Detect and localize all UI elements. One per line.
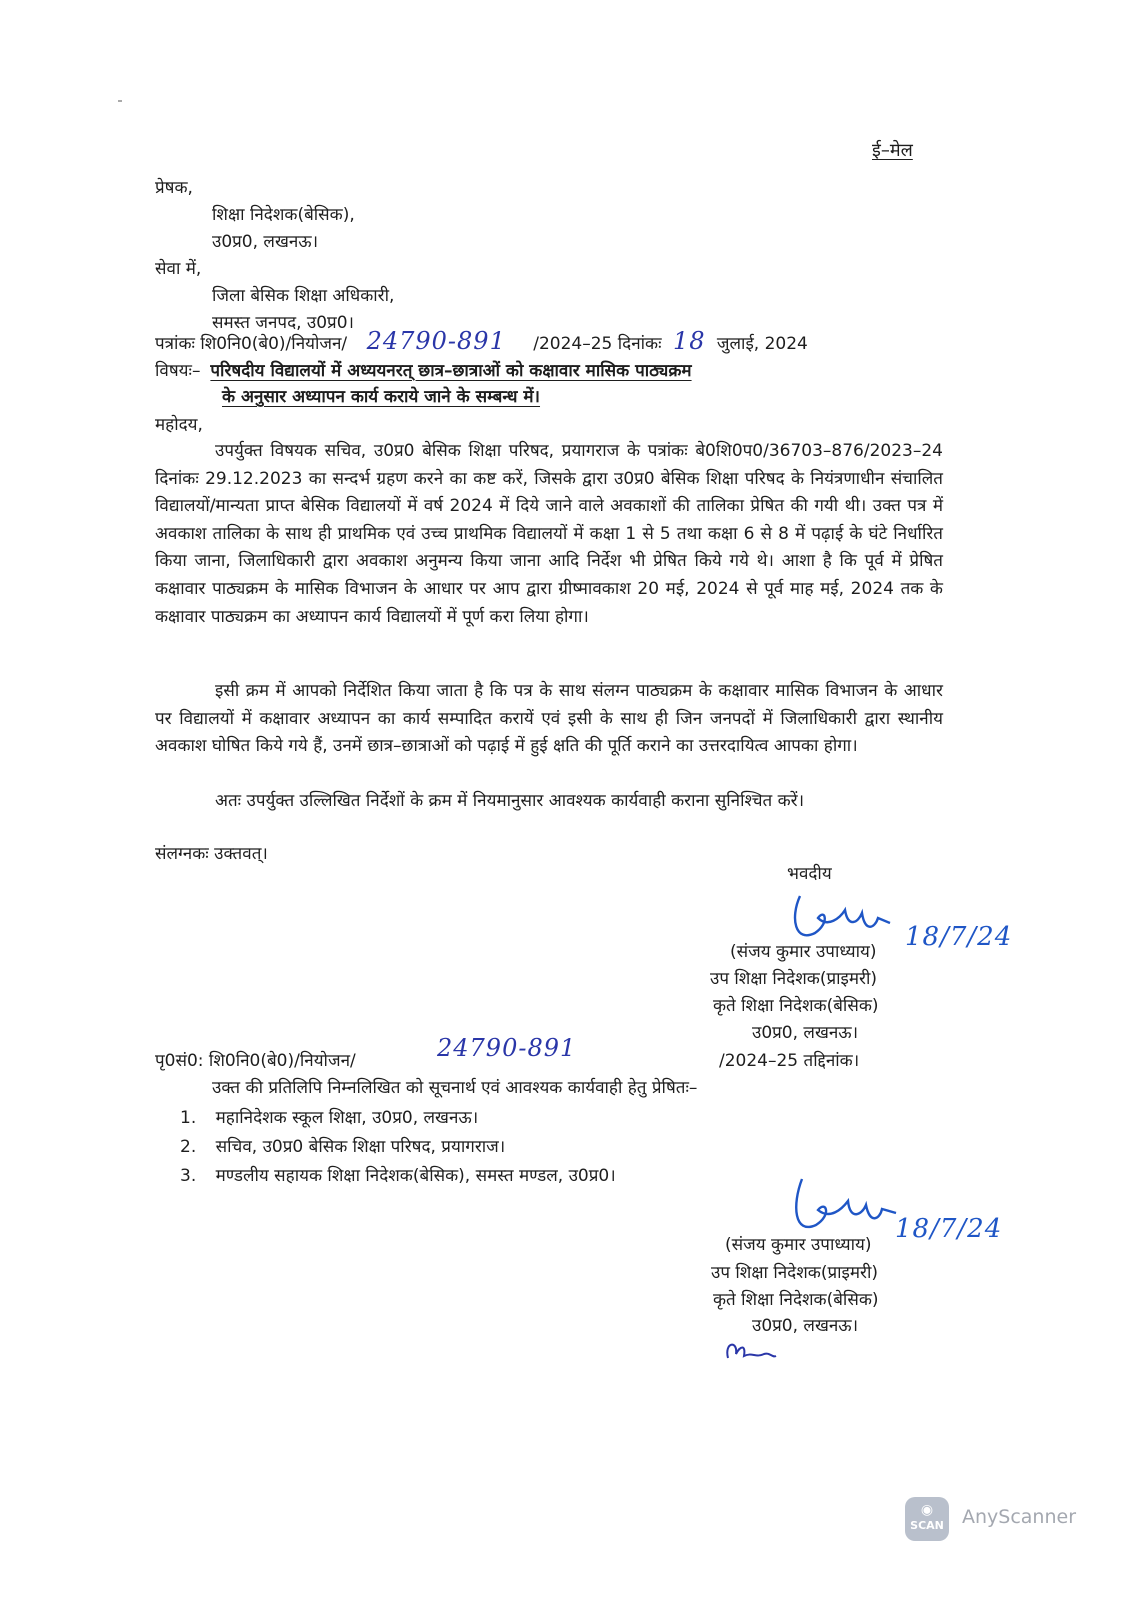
scanner-badge-text: SCAN: [910, 1519, 944, 1532]
signature-2-place: उ0प्र0, लखनऊ।: [752, 1316, 859, 1336]
body-paragraph-1: उपर्युक्त विषयक सचिव, उ0प्र0 बेसिक शिक्षा परिषद, प्रयागराज के पत्रांकः बे0शि0प0/36703–876/2023–24 दिनांकः 29.12.2023 का सन्दर्भ ग्रहण करने का कष्ट करें, जिसके द्वारा उ0प्र0 बेसिक शिक्षा परिषद के नियंत्रणाधीन संचालित विद्यालयों/मान्यता प्राप्त बेसिक विद्यालयों में वर्ष 2024 में दिये जाने वाले अवकाशों की तालिका प्रेषित की गयी थी। उक्त पत्र में अवकाश तालिका के साथ ही प्राथमिक एवं उच्च प्राथमिक विद्यालयों में कक्षा 1 से 5 तथा कक्षा 6 से 8 में पढ़ाई के घंटे निर्धारित किया जाना, जिलाधिकारी द्वारा अवकाश अनुमन्य किया जाना आदि निर्देश भी प्रेषित किये गये थे। आशा है कि पूर्व में प्रेषित कक्षावार पाठ्यक्रम के मासिक विभाजन के आधार पर आप द्वारा ग्रीष्मावकाश 20 मई, 2024 से पूर्व माह मई, 2024 तक के कक्षावार पाठ्यक्रम का अध्यापन कार्य विद्यालयों में पूर्ण करा लिया होगा।: [155, 441, 943, 627]
sender-line-2: उ0प्र0, लखनऊ।: [212, 232, 319, 252]
copy-reference-handwritten-number: 24790-891: [437, 1034, 577, 1062]
signature-1-place: उ0प्र0, लखनऊ।: [752, 1023, 859, 1043]
enclosure: संलग्नकः उक्तवत्।: [155, 844, 268, 864]
recipient-line-1: जिला बेसिक शिक्षा अधिकारी,: [212, 286, 395, 306]
sender-label: प्रेषक,: [155, 178, 193, 198]
recipient-line-2: समस्त जनपद, उ0प्र0।: [212, 313, 354, 333]
email-label: ई–मेल: [872, 140, 913, 161]
copy-reference-prefix: पृ0सं0: शि0नि0(बे0)/नियोजन/: [155, 1051, 356, 1071]
signature-2-for: कृते शिक्षा निदेशक(बेसिक): [713, 1290, 879, 1310]
copy-list-item: [180, 1135, 505, 1159]
scan-speck: [118, 100, 122, 102]
body-paragraph-3: अतः उपर्युक्त उल्लिखित निर्देशों के क्रम में नियमानुसार आवश्यक कार्यवाही कराना सुनिश्चित करें।: [215, 791, 805, 811]
scan-icon: ◉: [920, 1502, 934, 1518]
scanner-app-name: AnyScanner: [962, 1506, 1077, 1528]
copy-list-num: 2.: [180, 1137, 197, 1157]
signature-1-designation: उप शिक्षा निदेशक(प्राइमरी): [710, 969, 878, 989]
reference-handwritten-day: 18: [672, 327, 706, 355]
subject-line-2: [222, 384, 692, 410]
copy-intro: उक्त की प्रतिलिपि निम्नलिखित को सूचनार्थ एवं आवश्यक कार्यवाही हेतु प्रेषितः–: [212, 1078, 698, 1098]
signature-2-name: (संजय कुमार उपाध्याय): [725, 1235, 872, 1255]
subject-line-1: [155, 358, 692, 384]
body-paragraph-2: इसी क्रम में आपको निर्देशित किया जाता है कि पत्र के साथ संलग्न पाठ्यक्रम के कक्षावार मासिक विभाजन के आधार पर विद्यालयों में कक्षावार अध्यापन का कार्य सम्पादित करायें एवं इसी के साथ ही जिन जनपदों में जिलाधिकारी द्वारा स्थानीय अवकाश घोषित किये गये हैं, उनमें छात्र–छात्राओं को पढ़ाई में हुई क्षति की पूर्ति कराने का उत्तरदायित्व आपका होगा।: [155, 681, 943, 757]
signature-1-name: (संजय कुमार उपाध्याय): [730, 942, 877, 962]
initials-scribble: [722, 1332, 782, 1366]
reference-handwritten-number: 24790-891: [366, 327, 506, 355]
salutation: महोदय,: [155, 415, 203, 435]
copy-list-item: [180, 1164, 616, 1188]
copy-list-text: महानिदेशक स्कूल शिक्षा, उ0प्र0, लखनऊ।: [215, 1108, 479, 1128]
signature-2-date: 18/7/24: [895, 1214, 1003, 1244]
closing: भवदीय: [787, 864, 832, 884]
subject-lead: विषयः–: [155, 361, 201, 381]
copy-reference-suffix: /2024–25 तद्दिनांक।: [719, 1051, 860, 1071]
signature-1-for: कृते शिक्षा निदेशक(बेसिक): [713, 996, 879, 1016]
copy-list-num: 3.: [180, 1166, 197, 1186]
subject-text-2: के अनुसार अध्यापन कार्य कराये जाने के सम्बन्ध में।: [222, 387, 541, 407]
subject-block: [155, 358, 692, 410]
copy-list-text: सचिव, उ0प्र0 बेसिक शिक्षा परिषद, प्रयागराज।: [215, 1137, 506, 1157]
subject-text-1: परिषदीय विद्यालयों में अध्ययनरत् छात्र–छात्राओं को कक्षावार मासिक पाठ्यक्रम: [210, 361, 692, 381]
scanner-logo: [905, 1497, 949, 1541]
reference-suffix: /2024–25 दिनांकः: [533, 334, 662, 354]
recipient-label: सेवा में,: [155, 259, 202, 279]
copy-list-item: [180, 1106, 478, 1130]
copy-list-text: मण्डलीय सहायक शिक्षा निदेशक(बेसिक), समस्त मण्डल, उ0प्र0।: [215, 1166, 616, 1186]
reference-line: [155, 329, 808, 356]
copy-list-num: 1.: [180, 1108, 197, 1128]
signature-2-designation: उप शिक्षा निदेशक(प्राइमरी): [711, 1263, 879, 1283]
reference-prefix: पत्रांकः शि0नि0(बे0)/नियोजन/: [155, 334, 348, 354]
reference-date: जुलाई, 2024: [716, 334, 808, 354]
signature-1-date: 18/7/24: [905, 922, 1013, 952]
sender-line-1: शिक्षा निदेशक(बेसिक),: [212, 205, 355, 225]
